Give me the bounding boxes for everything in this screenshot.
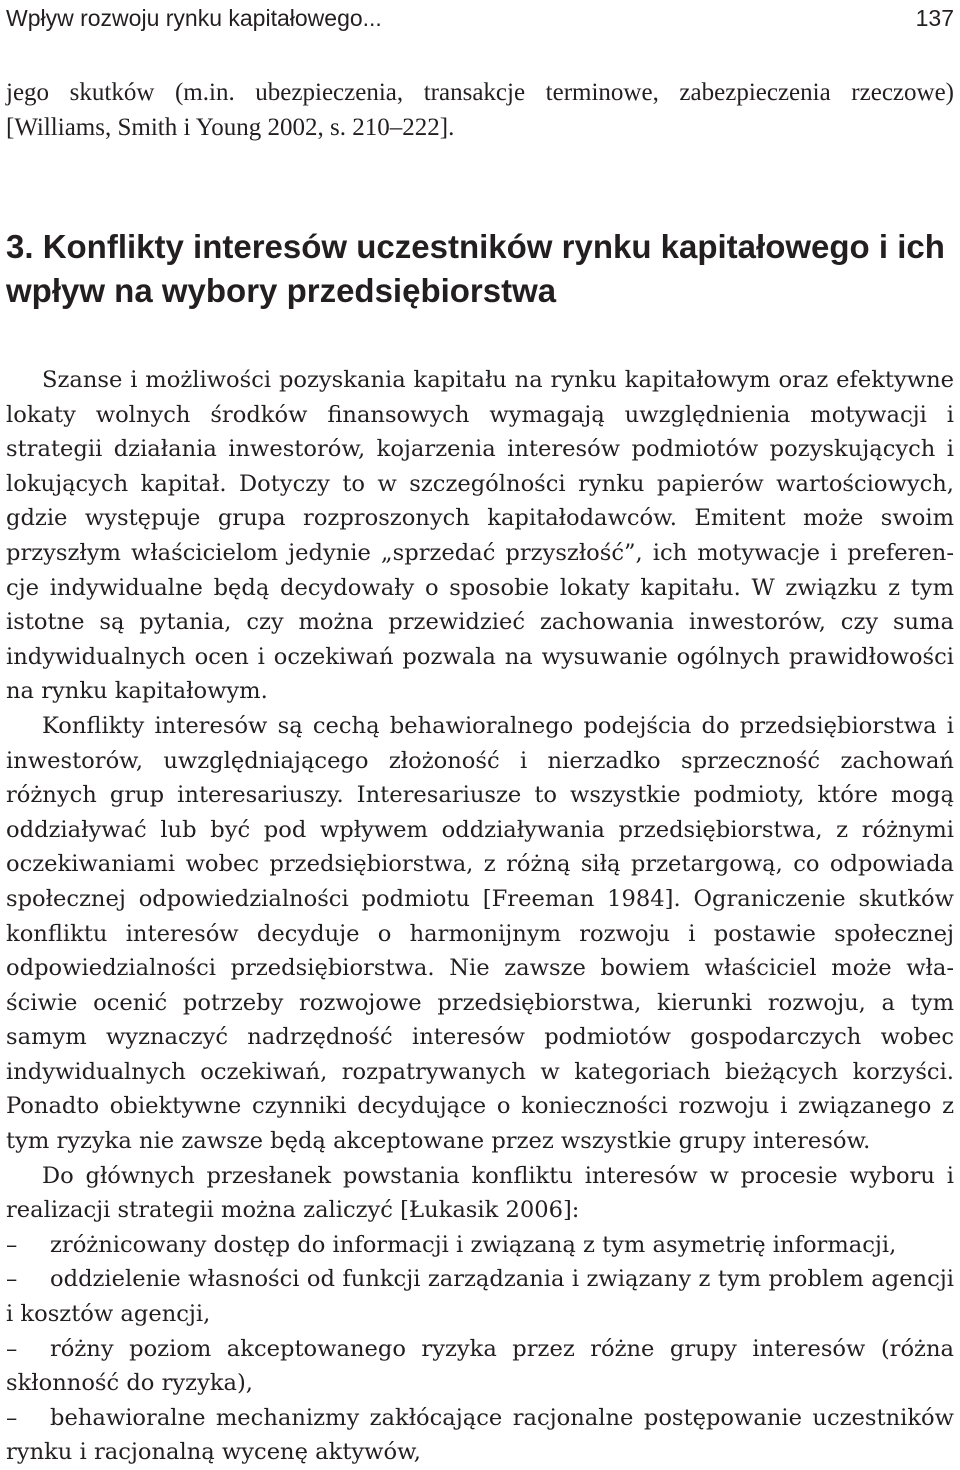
list-item bbox=[6, 1401, 954, 1470]
list-item-text: różny poziom akceptowanego ryzyka przez różne grupy interesów (różna skłonność do ryzyka), bbox=[6, 1335, 954, 1397]
paragraph: Do głównych przesłanek powstania konfliktu interesów w procesie wyboru i realizacji strategii można zaliczyć [Łukasik 2006]: bbox=[6, 1162, 954, 1224]
list-item-text: oddzielenie własności od funkcji zarządzania i związany z tym problem agencji i kosztów agencji, bbox=[6, 1266, 954, 1328]
list-item bbox=[6, 1332, 954, 1401]
bullet-list bbox=[6, 1228, 954, 1470]
continued-paragraph: jego skutków (m.in. ubezpieczenia, transakcje terminowe, zabezpieczenia rzeczowe) [Williams, Smith i Young 2002, s. 210–222]. bbox=[6, 79, 954, 141]
section-body bbox=[6, 363, 954, 1470]
running-header bbox=[6, 4, 954, 32]
list-marker: – bbox=[6, 1266, 18, 1293]
document-page bbox=[6, 0, 954, 1470]
page-number: 137 bbox=[915, 5, 954, 31]
list-item bbox=[6, 1228, 954, 1263]
section-heading: 3. Konflikty interesów uczestników rynku kapitałowego i ich wpływ na wybory przedsiębiorstwa bbox=[6, 228, 945, 309]
list-marker: – bbox=[6, 1231, 18, 1258]
list-item-text: behawioralne mechanizmy zakłócające racjonalne postępowanie uczestników rynku i racjonalną wycenę aktywów, bbox=[6, 1404, 954, 1466]
list-item-text: zróżnicowany dostęp do informacji i związaną z tym asymetrię informacji, bbox=[50, 1231, 897, 1258]
paragraph: Konflikty interesów są cechą behawioralnego podejścia do przedsiębiorstwa i inwestorów, uwzględniającego złożoność i nierzadko sprzeczność zachowań różnych grup interesariuszy. Interesariusze to wszystkie podmioty, które mogą oddziaływać lub być pod wpływem oddziaływania przedsiębiorstwa, z różnymi oczekiwaniami wobec przedsiębiorstwa, z różną siłą przetargową, co odpowiada społecznej odpowiedzialności podmiotu [Freeman 1984]. Ograniczenie skutków konfliktu interesów decyduje o harmonijnym rozwoju i postawie społecznej odpowiedzialności przedsiębiorstwa. Nie zawsze bowiem właściciel może właściwie ocenić potrzeby rozwojowe przedsiębiorstwa, kierunki rozwoju, a tym samym wyznaczyć nadrzędność interesów podmiotów gospodarczych wobec indywidualnych oczekiwań, rozpatrywanych w kategoriach bieżących korzyści. Ponadto obiektywne czynniki decydujące o konieczności rozwoju i związanego z tym ryzyka nie zawsze będą akceptowane przez wszystkie grupy interesów. bbox=[6, 712, 954, 1155]
list-marker: – bbox=[6, 1404, 18, 1431]
list-marker: – bbox=[6, 1335, 18, 1362]
running-title: Wpływ rozwoju rynku kapitałowego... bbox=[6, 5, 382, 31]
paragraph: Szanse i możliwości pozyskania kapitału na rynku kapitałowym oraz efektywne lokaty wolnych środków finansowych wymagają uwzględnienia motywacji i strategii działania inwestorów, kojarzenia interesów podmiotów pozyskujących i lokujących kapitał. Dotyczy to w szczególności rynku papierów wartościowych, gdzie występuje grupa rozproszonych kapitałodawców. Emitent może swoim przyszłym właścicielom jedynie „sprzedać przyszłość”, ich motywacje i preferencje indywidualne będą decydowały o sposobie lokaty kapitału. W związku z tym istotne są pytania, czy można przewidzieć zachowania inwestorów, czy suma indywidualnych ocen i oczekiwań pozwala na wysuwanie ogólnych prawidłowości na rynku kapitałowym. bbox=[6, 367, 954, 705]
list-item bbox=[6, 1262, 954, 1331]
